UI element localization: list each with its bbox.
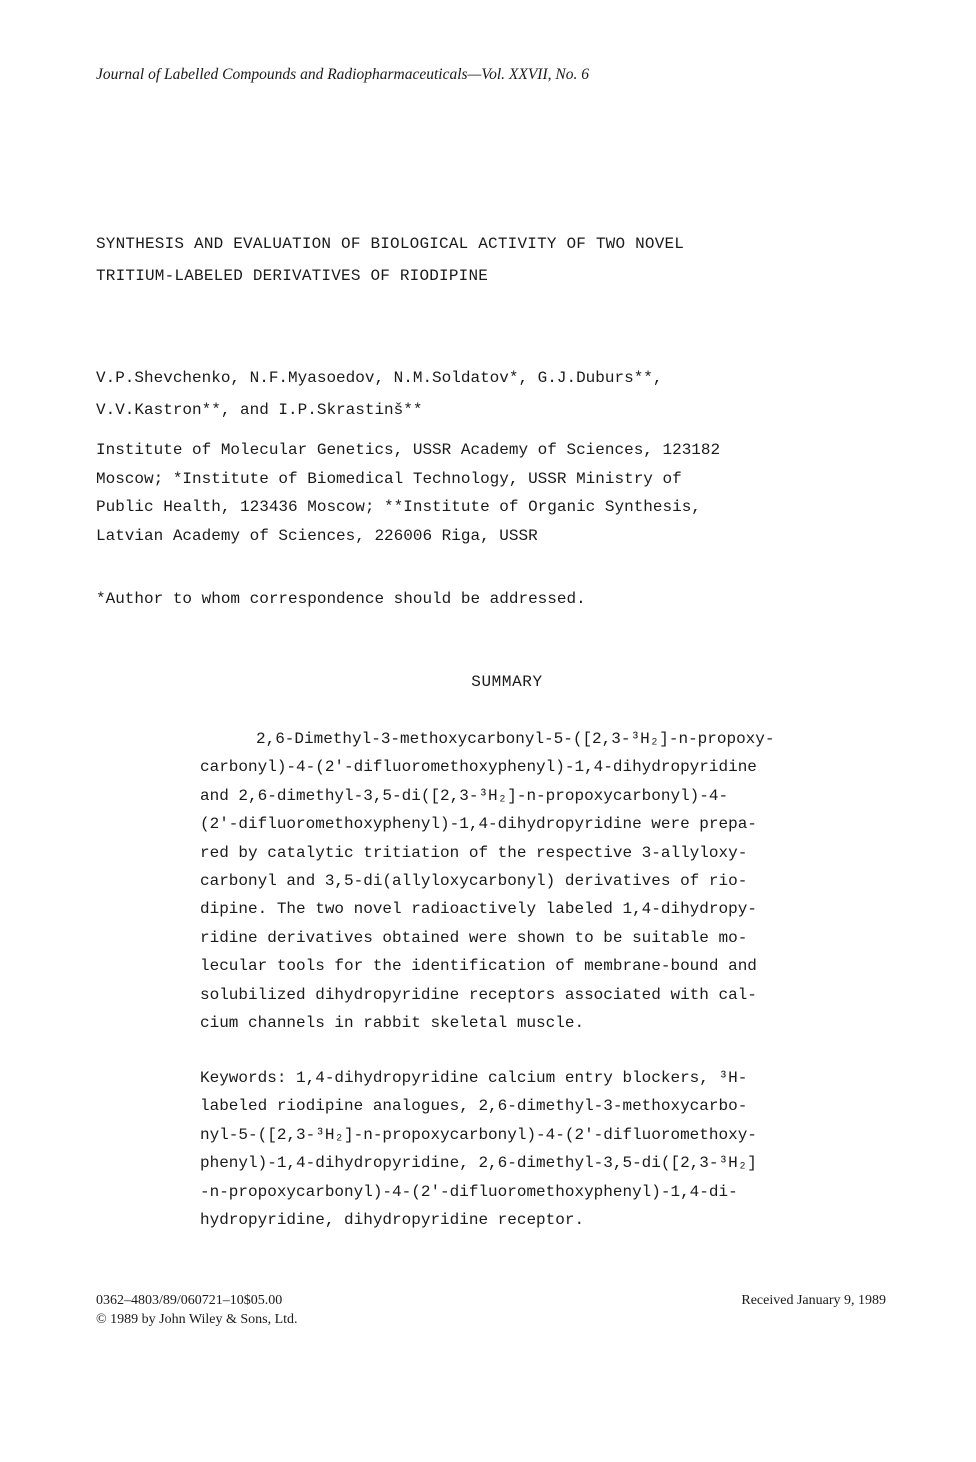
summary-line: 2,6-Dimethyl-3-methoxycarbonyl-5-([2,3-³H₂]-n-propoxy- bbox=[256, 730, 775, 748]
affiliation-line: Moscow; *Institute of Biomedical Technology, USSR Ministry of bbox=[96, 469, 682, 488]
summary-line: carbonyl and 3,5-di(allyloxycarbonyl) derivatives of rio- bbox=[200, 871, 748, 890]
summary-paragraph bbox=[200, 725, 860, 1037]
summary-line: solubilized dihydropyridine receptors associated with cal- bbox=[200, 985, 757, 1004]
keywords-line: nyl-5-([2,3-³H₂]-n-propoxycarbonyl)-4-(2'-difluoromethoxy- bbox=[200, 1125, 757, 1144]
author-line: V.P.Shevchenko, N.F.Myasoedov, N.M.Soldatov*, G.J.Duburs**, bbox=[96, 369, 663, 387]
keywords-line: phenyl)-1,4-dihydropyridine, 2,6-dimethyl-3,5-di([2,3-³H₂] bbox=[200, 1154, 757, 1173]
copyright-notice: © 1989 by John Wiley & Sons, Ltd. bbox=[96, 1312, 298, 1327]
keywords-line: hydropyridine, dihydropyridine receptor. bbox=[200, 1210, 585, 1229]
journal-header: Journal of Labelled Compounds and Radiopharmaceuticals—Vol. XXVII, No. 6 bbox=[96, 66, 589, 83]
keywords-line: labeled riodipine analogues, 2,6-dimethyl-3-methoxycarbo- bbox=[200, 1097, 748, 1116]
affiliation-line: Institute of Molecular Genetics, USSR Academy of Sciences, 123182 bbox=[96, 441, 721, 459]
summary-line: (2'-difluoromethoxyphenyl)-1,4-dihydropyridine were prepa- bbox=[200, 815, 757, 834]
summary-line: cium channels in rabbit skeletal muscle. bbox=[200, 1013, 585, 1032]
affiliations bbox=[96, 436, 720, 550]
issn-code: 0362–4803/89/060721–10$05.00 bbox=[96, 1293, 283, 1308]
summary-heading: SUMMARY bbox=[471, 673, 543, 691]
summary-line: carbonyl)-4-(2'-difluoromethoxyphenyl)-1,4-dihydropyridine bbox=[200, 758, 757, 777]
article-title bbox=[96, 228, 684, 292]
keywords-line: Keywords: 1,4-dihydropyridine calcium entry blockers, ³H- bbox=[200, 1069, 748, 1087]
summary-line: dipine. The two novel radioactively labeled 1,4-dihydropy- bbox=[200, 900, 757, 919]
correspondence-note: *Author to whom correspondence should be addressed. bbox=[96, 590, 586, 608]
title-line: TRITIUM-LABELED DERIVATIVES OF RIODIPINE bbox=[96, 267, 489, 285]
title-line: SYNTHESIS AND EVALUATION OF BIOLOGICAL ACTIVITY OF TWO NOVEL bbox=[96, 235, 685, 253]
summary-line: ridine derivatives obtained were shown to be suitable mo- bbox=[200, 928, 748, 947]
received-date: Received January 9, 1989 bbox=[741, 1293, 886, 1308]
author-line: V.V.Kastron**, and I.P.Skrastinš** bbox=[96, 401, 423, 419]
footer-left bbox=[96, 1291, 298, 1329]
affiliation-line: Latvian Academy of Sciences, 226006 Riga, USSR bbox=[96, 526, 538, 545]
summary-line: red by catalytic tritiation of the respective 3-allyloxy- bbox=[200, 843, 748, 862]
affiliation-line: Public Health, 123436 Moscow; **Institute of Organic Synthesis, bbox=[96, 498, 701, 516]
summary-line: and 2,6-dimethyl-3,5-di([2,3-³H₂]-n-propoxycarbonyl)-4- bbox=[200, 786, 729, 805]
keywords-line: -n-propoxycarbonyl)-4-(2'-difluoromethoxyphenyl)-1,4-di- bbox=[200, 1182, 738, 1201]
keywords-paragraph bbox=[200, 1064, 860, 1234]
author-list bbox=[96, 362, 663, 426]
summary-line: lecular tools for the identification of membrane-bound and bbox=[200, 957, 757, 976]
